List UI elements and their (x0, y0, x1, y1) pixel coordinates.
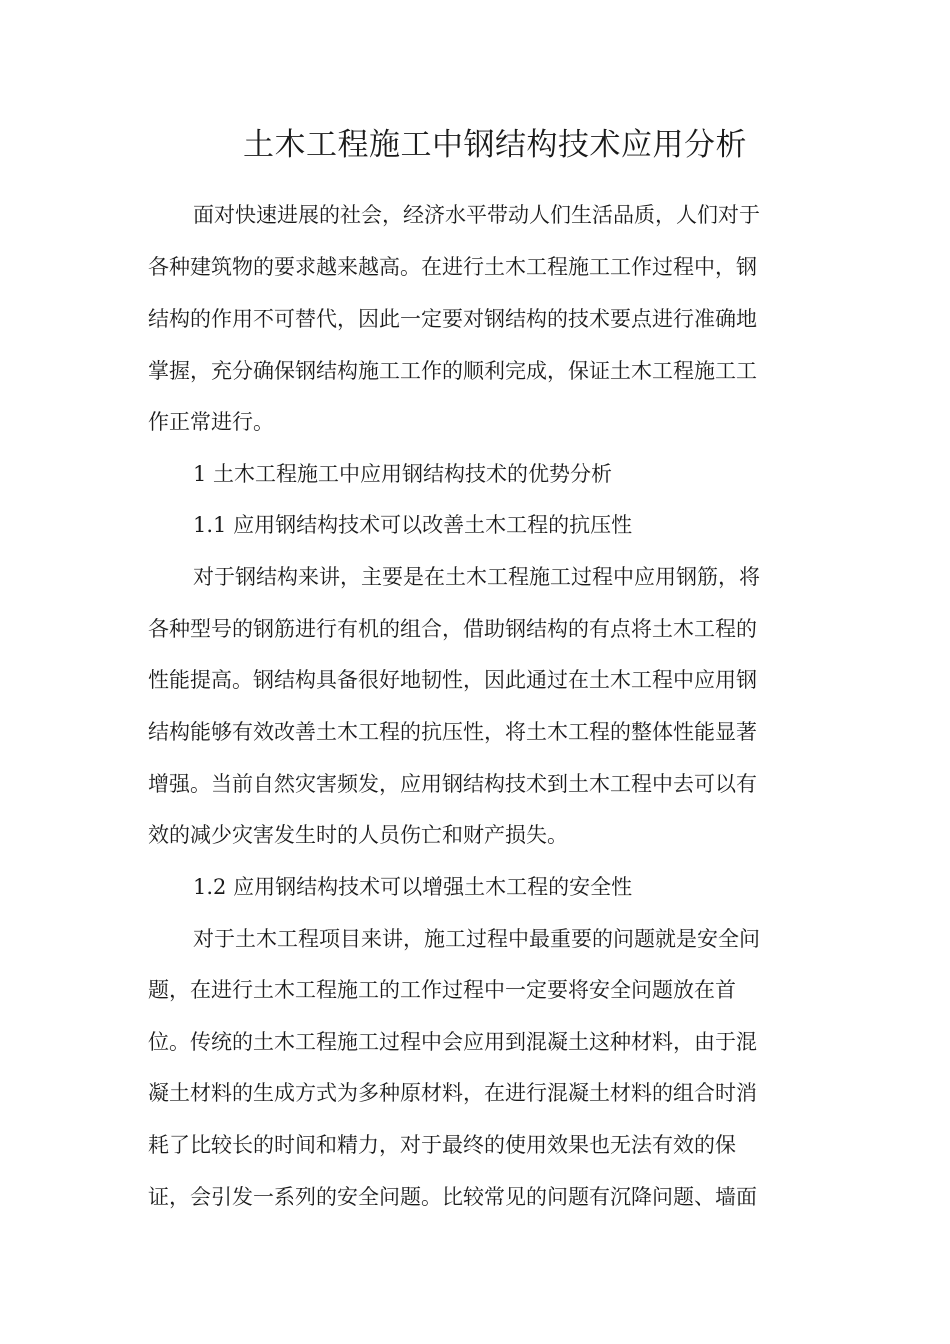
paragraph-line: 对于土木工程项目来讲，施工过程中最重要的问题就是安全问 (193, 927, 760, 951)
subsection-heading: 1.1 应用钢结构技术可以改善土木工程的抗压性 (193, 513, 633, 537)
document-title: 土木工程施工中钢结构技术应用分析 (243, 127, 747, 163)
paragraph-line: 掌握，充分确保钢结构施工工作的顺利完成，保证土木工程施工工 (148, 359, 757, 383)
paragraph-line: 题，在进行土木工程施工的工作过程中一定要将安全问题放在首 (148, 978, 736, 1002)
paragraph-line: 作正常进行。 (148, 410, 274, 434)
subsection-heading: 1.2 应用钢结构技术可以增强土木工程的安全性 (193, 875, 633, 899)
paragraph-line: 位。传统的土木工程施工过程中会应用到混凝土这种材料，由于混 (148, 1030, 757, 1054)
paragraph-line: 凝土材料的生成方式为多种原材料，在进行混凝土材料的组合时消 (148, 1081, 757, 1105)
section-heading: 1 土木工程施工中应用钢结构技术的优势分析 (193, 462, 613, 486)
paragraph-line: 面对快速进展的社会，经济水平带动人们生活品质，人们对于 (193, 203, 760, 227)
paragraph-line: 各种建筑物的要求越来越高。在进行土木工程施工工作过程中，钢 (148, 255, 757, 279)
paragraph-line: 对于钢结构来讲，主要是在土木工程施工过程中应用钢筋，将 (193, 565, 760, 589)
paragraph-line: 效的减少灾害发生时的人员伤亡和财产损失。 (148, 823, 568, 847)
paragraph-line: 结构能够有效改善土木工程的抗压性，将土木工程的整体性能显著 (148, 720, 757, 744)
paragraph-line: 耗了比较长的时间和精力，对于最终的使用效果也无法有效的保 (148, 1133, 736, 1157)
paragraph-line: 各种型号的钢筋进行有机的组合，借助钢结构的有点将土木工程的 (148, 617, 757, 641)
paragraph-line: 性能提高。钢结构具备很好地韧性，因此通过在土木工程中应用钢 (148, 668, 757, 692)
paragraph-line: 证，会引发一系列的安全问题。比较常见的问题有沉降问题、墙面 (148, 1185, 757, 1209)
paragraph-line: 增强。当前自然灾害频发，应用钢结构技术到土木工程中去可以有 (148, 772, 757, 796)
paragraph-line: 结构的作用不可替代，因此一定要对钢结构的技术要点进行准确地 (148, 307, 757, 331)
